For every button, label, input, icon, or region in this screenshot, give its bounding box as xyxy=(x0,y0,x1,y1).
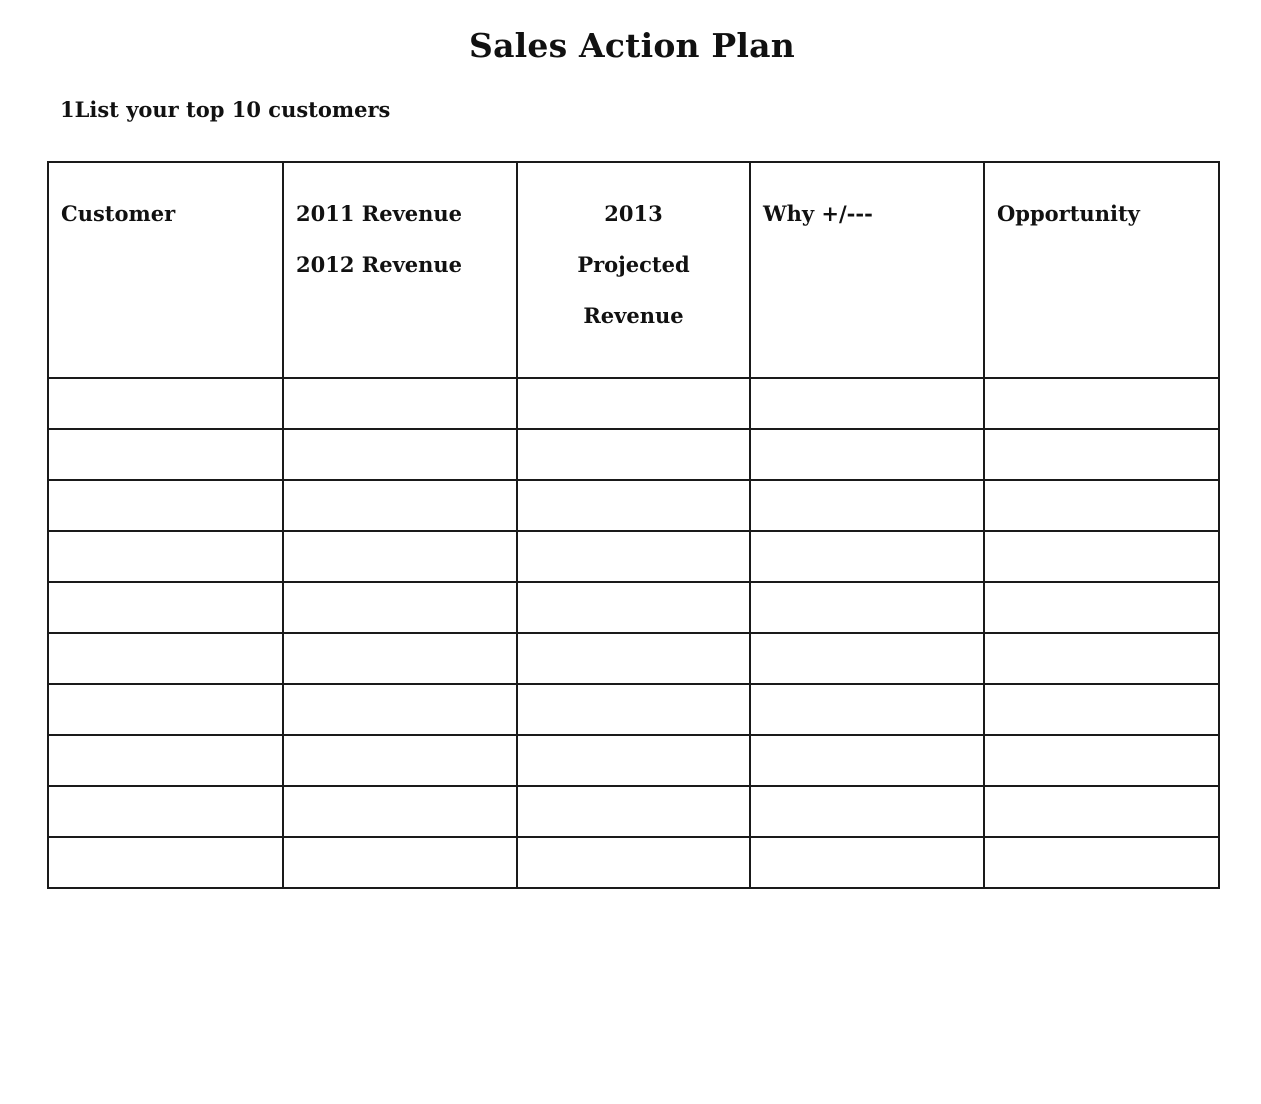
table-cell[interactable] xyxy=(48,684,283,735)
table-cell[interactable] xyxy=(517,837,750,888)
table-cell[interactable] xyxy=(517,429,750,480)
table-cell[interactable] xyxy=(984,735,1219,786)
table-cell[interactable] xyxy=(517,684,750,735)
table-cell[interactable] xyxy=(750,786,984,837)
table-cell[interactable] xyxy=(283,480,517,531)
table-row xyxy=(48,735,1219,786)
table-cell[interactable] xyxy=(48,582,283,633)
table-row xyxy=(48,531,1219,582)
header-line: Revenue xyxy=(583,303,684,328)
table-cell[interactable] xyxy=(984,684,1219,735)
table-cell[interactable] xyxy=(283,633,517,684)
table-cell[interactable] xyxy=(48,633,283,684)
header-line: 2013 xyxy=(604,201,663,226)
customers-table xyxy=(47,161,1220,889)
table-cell[interactable] xyxy=(984,837,1219,888)
table-cell[interactable] xyxy=(517,378,750,429)
table-cell[interactable] xyxy=(48,786,283,837)
table-cell[interactable] xyxy=(517,582,750,633)
table-cell[interactable] xyxy=(283,429,517,480)
table-cell[interactable] xyxy=(283,378,517,429)
table-cell[interactable] xyxy=(283,582,517,633)
page-title: Sales Action Plan xyxy=(469,26,795,65)
table-cell[interactable] xyxy=(750,429,984,480)
table-cell[interactable] xyxy=(48,837,283,888)
section-heading: 1List your top 10 customers xyxy=(60,97,391,122)
table-row xyxy=(48,429,1219,480)
table-row xyxy=(48,837,1219,888)
column-header-customer xyxy=(48,162,283,378)
table-cell[interactable] xyxy=(984,429,1219,480)
table-cell[interactable] xyxy=(750,684,984,735)
table-cell[interactable] xyxy=(750,735,984,786)
header-line: 2012 Revenue xyxy=(296,252,463,277)
column-header-why xyxy=(750,162,984,378)
table-cell[interactable] xyxy=(984,480,1219,531)
header-line: Opportunity xyxy=(997,201,1140,226)
table-cell[interactable] xyxy=(984,582,1219,633)
table-cell[interactable] xyxy=(750,531,984,582)
table-row xyxy=(48,582,1219,633)
table-cell[interactable] xyxy=(750,378,984,429)
table-row xyxy=(48,684,1219,735)
header-line: Why +/--- xyxy=(763,201,873,226)
column-header-revenue-2011-2012 xyxy=(283,162,517,378)
table-header-row xyxy=(48,162,1219,378)
table-cell[interactable] xyxy=(283,735,517,786)
table-cell[interactable] xyxy=(984,786,1219,837)
table-cell[interactable] xyxy=(750,480,984,531)
header-line: 2011 Revenue xyxy=(296,201,463,226)
table-cell[interactable] xyxy=(48,735,283,786)
table-row xyxy=(48,786,1219,837)
table-cell[interactable] xyxy=(517,480,750,531)
table-row xyxy=(48,378,1219,429)
table-row xyxy=(48,633,1219,684)
table-cell[interactable] xyxy=(48,378,283,429)
table-cell[interactable] xyxy=(283,531,517,582)
column-header-projected-revenue xyxy=(517,162,750,378)
header-line: Projected xyxy=(577,252,690,277)
table-cell[interactable] xyxy=(48,531,283,582)
table-cell[interactable] xyxy=(984,633,1219,684)
table-cell[interactable] xyxy=(283,684,517,735)
table-cell[interactable] xyxy=(517,786,750,837)
table-cell[interactable] xyxy=(517,633,750,684)
table-cell[interactable] xyxy=(517,735,750,786)
header-line: Customer xyxy=(61,201,176,226)
table-cell[interactable] xyxy=(984,531,1219,582)
table-cell[interactable] xyxy=(283,786,517,837)
column-header-opportunity xyxy=(984,162,1219,378)
table-cell[interactable] xyxy=(48,429,283,480)
table-cell[interactable] xyxy=(750,837,984,888)
table-cell[interactable] xyxy=(750,633,984,684)
table-cell[interactable] xyxy=(48,480,283,531)
table-row xyxy=(48,480,1219,531)
table-cell[interactable] xyxy=(517,531,750,582)
table-cell[interactable] xyxy=(283,837,517,888)
table-cell[interactable] xyxy=(984,378,1219,429)
table-body xyxy=(48,378,1219,888)
table-cell[interactable] xyxy=(750,582,984,633)
